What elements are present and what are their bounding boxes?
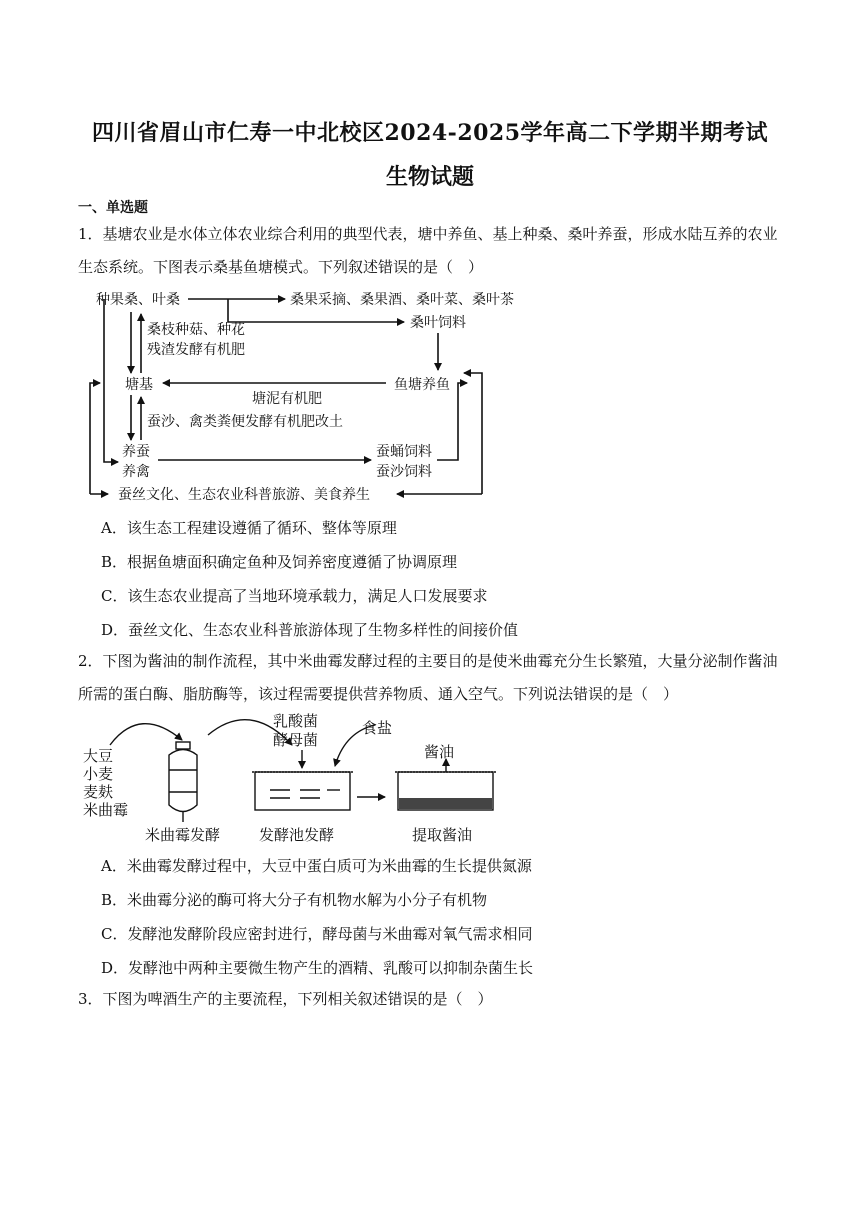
node-mud: 塘泥有机肥 — [252, 391, 322, 407]
node-products: 桑果采摘、桑果酒、桑叶菜、桑叶茶 — [290, 292, 514, 308]
label-lactobacillus: 乳酸菌 — [273, 712, 319, 730]
q1-option-d: D．蚕丝文化、生态农业科普旅游体现了生物多样性的间接价值 — [101, 621, 519, 639]
node-mulberry: 种果桑、叶桑 — [96, 292, 180, 308]
node-fishpond: 鱼塘养鱼 — [394, 377, 450, 393]
question-1-stem: 1．基塘农业是水体立体农业综合利用的典型代表，塘中养鱼、基上种桑、桑叶养蚕，形成水陆互养的农业生态系统。下图表示桑基鱼塘模式。下列叙述错误的是（ ） — [78, 225, 778, 276]
node-manure: 蚕沙、禽类粪便发酵有机肥改土 — [147, 414, 343, 430]
node-mushroom-1: 桑枝种菇、种花 — [147, 322, 245, 338]
exam-title: 四川省眉山市仁寿一中北校区2024-2025学年高二下学期半期考试 — [91, 120, 769, 146]
label-yeast: 酵母菌 — [273, 731, 319, 749]
q1-option-c: C．该生态农业提高了当地环境承载力，满足人口发展要求 — [101, 587, 488, 605]
raw-wheat: 小麦 — [83, 765, 114, 783]
q2-option-d: D．发酵池中两种主要微生物产生的酒精、乳酸可以抑制杂菌生长 — [101, 959, 534, 977]
q1-option-a: A．该生态工程建设遵循了循环、整体等原理 — [101, 519, 397, 537]
question-2-stem: 2．下图为酱油的制作流程，其中米曲霉发酵过程的主要目的是使米曲霉充分生长繁殖，大量分泌制作酱油所需的蛋白酶、脂肪酶等，该过程需要提供营养物质、通入空气。下列说法错误的是（ ） — [78, 652, 778, 703]
raw-soybean: 大豆 — [83, 747, 114, 765]
node-feed: 桑叶饲料 — [410, 315, 466, 331]
node-culture: 蚕丝文化、生态农业科普旅游、美食养生 — [118, 487, 370, 503]
exam-subtitle: 生物试题 — [385, 164, 474, 190]
node-poultry: 养禽 — [122, 464, 150, 480]
q2-option-a: A．米曲霉发酵过程中，大豆中蛋白质可为米曲霉的生长提供氮源 — [101, 857, 532, 875]
step-extract: 提取酱油 — [412, 826, 473, 844]
label-soy-sauce: 酱油 — [424, 743, 455, 761]
step-aspergillus-fermentation: 米曲霉发酵 — [145, 826, 221, 844]
node-mushroom-2: 残渣发酵有机肥 — [147, 342, 245, 358]
q2-option-b: B．米曲霉分泌的酶可将大分子有机物水解为小分子有机物 — [101, 891, 488, 909]
node-silkworm: 养蚕 — [122, 444, 150, 460]
raw-aspergillus: 米曲霉 — [83, 801, 129, 819]
question-3-stem: 3．下图为啤酒生产的主要流程，下列相关叙述错误的是（ ） — [78, 990, 493, 1008]
step-tank-fermentation: 发酵池发酵 — [259, 826, 335, 844]
q2-option-c: C．发酵池发酵阶段应密封进行，酵母菌与米曲霉对氧气需求相同 — [101, 925, 533, 943]
section-heading: 一、单选题 — [78, 200, 148, 216]
node-pupa-feed: 蚕蛹饲料 — [376, 444, 432, 460]
node-tangji: 塘基 — [125, 377, 153, 393]
node-silk-feed: 蚕沙饲料 — [376, 464, 432, 480]
q1-option-b: B．根据鱼塘面积确定鱼种及饲养密度遵循了协调原理 — [101, 553, 458, 571]
label-salt: 食盐 — [362, 719, 393, 737]
raw-bran: 麦麸 — [83, 783, 114, 801]
